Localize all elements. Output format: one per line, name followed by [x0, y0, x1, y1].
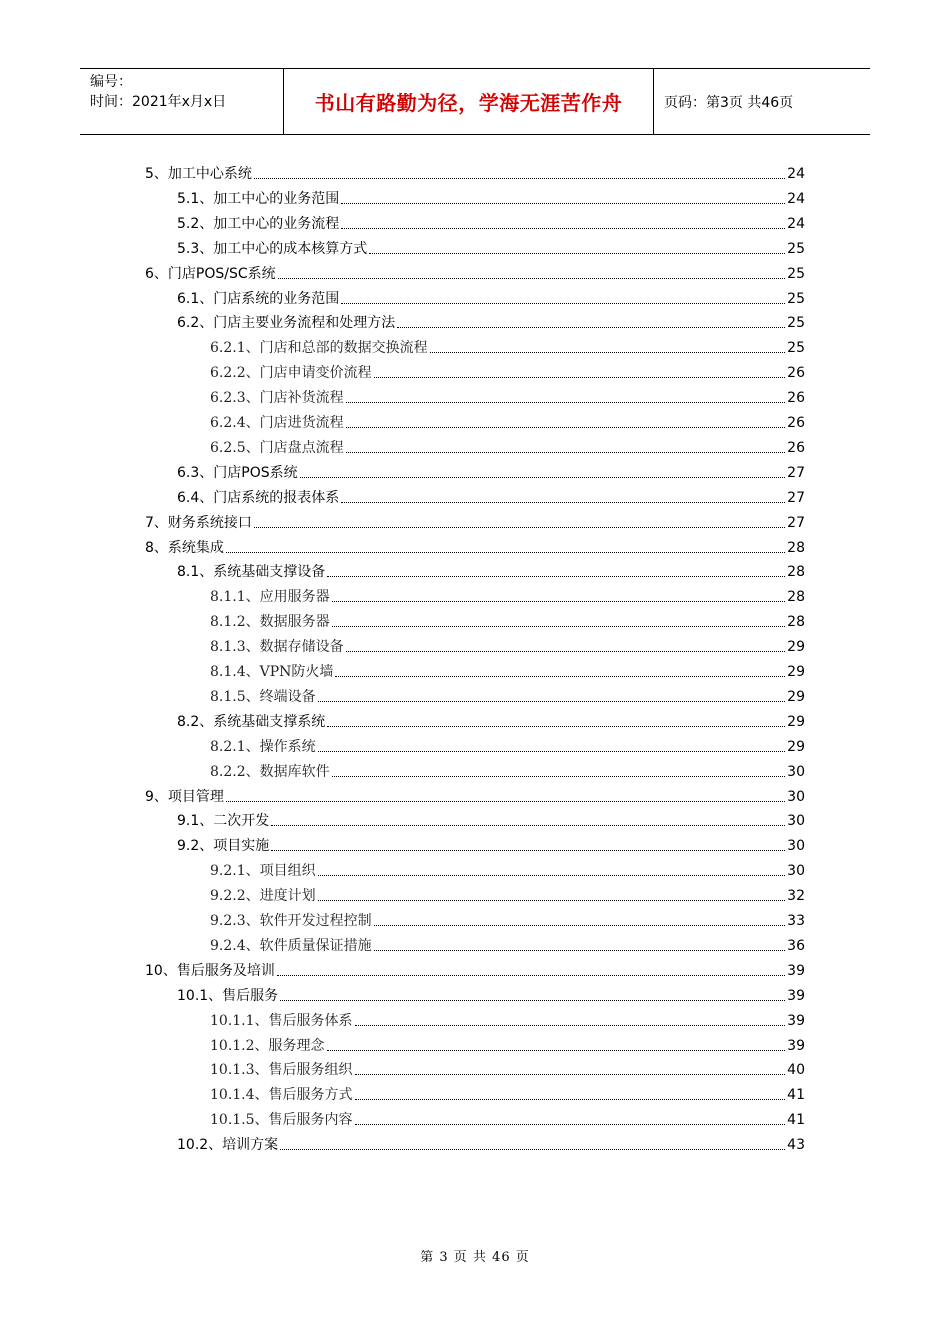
- toc-entry-title: 9.2、项目实施: [177, 838, 270, 855]
- toc-entry-page: 26: [787, 439, 805, 456]
- toc-dot-leader: [355, 1024, 786, 1026]
- toc-entry-page: 24: [787, 190, 805, 207]
- toc-entry-title: 6.2.5、门店盘点流程: [210, 439, 344, 456]
- toc-entry-page: 43: [787, 1137, 805, 1154]
- toc-entry-title: 8、系统集成: [145, 539, 224, 556]
- toc-entry-title: 9.2.1、项目组织: [210, 863, 316, 880]
- toc-dot-leader: [318, 750, 786, 752]
- toc-entry[interactable]: [177, 285, 805, 309]
- toc-entry[interactable]: [210, 758, 805, 782]
- toc-entry-title: 8.2.2、数据库软件: [210, 763, 330, 780]
- toc-entry-title: 8.1.5、终端设备: [210, 688, 316, 705]
- toc-entry[interactable]: [210, 683, 805, 707]
- toc-entry-page: 28: [787, 539, 805, 556]
- page-header: [80, 68, 870, 135]
- page-footer: 第 3 页 共 46 页: [420, 1250, 530, 1265]
- toc-entry[interactable]: [210, 1081, 805, 1105]
- toc-entry-page: 32: [787, 888, 805, 905]
- toc-entry[interactable]: [210, 857, 805, 881]
- toc-dot-leader: [355, 1098, 786, 1100]
- toc-dot-leader: [374, 924, 786, 926]
- toc-dot-leader: [280, 999, 785, 1001]
- toc-entry-title: 10.1.3、售后服务组织: [210, 1062, 353, 1079]
- toc-entry-page: 30: [787, 838, 805, 855]
- toc-entry[interactable]: [177, 484, 805, 508]
- toc-dot-leader: [300, 476, 786, 478]
- toc-dot-leader: [374, 376, 786, 378]
- toc-entry[interactable]: [177, 708, 805, 732]
- toc-entry-title: 9.2.3、软件开发过程控制: [210, 913, 372, 929]
- toc-entry-page: 33: [787, 913, 805, 929]
- toc-dot-leader: [346, 451, 786, 453]
- toc-dot-leader: [254, 526, 785, 528]
- toc-entry[interactable]: [210, 1056, 805, 1080]
- toc-entry-page: 28: [787, 614, 805, 631]
- toc-dot-leader: [318, 874, 786, 876]
- toc-dot-leader: [318, 899, 786, 901]
- toc-entry-title: 8.1.1、应用服务器: [210, 589, 330, 606]
- toc-dot-leader: [226, 551, 785, 553]
- toc-entry-page: 39: [787, 962, 805, 979]
- toc-dot-leader: [341, 302, 785, 304]
- toc-entry-title: 7、财务系统接口: [145, 514, 252, 531]
- toc-dot-leader: [226, 800, 785, 802]
- toc-entry[interactable]: [177, 558, 805, 582]
- toc-entry-page: 27: [787, 489, 805, 506]
- toc-dot-leader: [327, 575, 785, 577]
- toc-entry[interactable]: [210, 733, 805, 757]
- toc-entry-title: 10.2、培训方案: [177, 1137, 279, 1154]
- toc-entry-title: 8.1、系统基础支撑设备: [177, 564, 326, 581]
- toc-entry-title: 6.4、门店系统的报表体系: [177, 489, 340, 506]
- toc-entry[interactable]: [210, 334, 805, 358]
- toc-dot-leader: [346, 650, 786, 652]
- toc-dot-leader: [397, 326, 785, 328]
- toc-entry[interactable]: [145, 509, 805, 533]
- toc-dot-leader: [254, 177, 785, 179]
- toc-entry[interactable]: [210, 633, 805, 657]
- toc-entry-title: 8.1.3、数据存储设备: [210, 639, 344, 656]
- toc-entry-page: 27: [787, 464, 805, 481]
- toc-dot-leader: [374, 949, 786, 951]
- toc-dot-leader: [280, 1148, 785, 1150]
- toc-dot-leader: [318, 700, 786, 702]
- toc-entry-title: 5.3、加工中心的成本核算方式: [177, 240, 368, 257]
- toc-entry-title: 6.2.3、门店补货流程: [210, 390, 344, 407]
- toc-entry[interactable]: [210, 907, 805, 931]
- toc-entry-title: 8.2.1、操作系统: [210, 738, 316, 755]
- toc-entry[interactable]: [210, 932, 805, 956]
- toc-entry-page: 26: [787, 390, 805, 407]
- toc-entry[interactable]: [177, 1131, 805, 1155]
- toc-entry[interactable]: [210, 384, 805, 408]
- toc-entry-page: 25: [787, 240, 805, 257]
- toc-dot-leader: [341, 227, 785, 229]
- toc-entry-title: 9.1、二次开发: [177, 813, 270, 830]
- toc-entry-title: 6.2、门店主要业务流程和处理方法: [177, 315, 396, 332]
- toc-entry[interactable]: [177, 459, 805, 483]
- toc-entry-page: 29: [787, 639, 805, 656]
- toc-dot-leader: [327, 1049, 786, 1051]
- toc-entry[interactable]: [210, 583, 805, 607]
- toc-entry[interactable]: [177, 807, 805, 831]
- toc-entry-page: 24: [787, 215, 805, 232]
- toc-entry-page: 40: [787, 1062, 805, 1079]
- toc-entry[interactable]: [145, 957, 805, 981]
- header-motto: 书山有路勤为径，学海无涯苦作舟: [283, 69, 654, 134]
- toc-dot-leader: [341, 501, 785, 503]
- toc-dot-leader: [369, 252, 785, 254]
- toc-entry[interactable]: [145, 783, 805, 807]
- toc-entry[interactable]: [210, 658, 805, 682]
- toc-entry-page: 25: [787, 290, 805, 307]
- toc-dot-leader: [335, 675, 785, 677]
- toc-entry[interactable]: [177, 832, 805, 856]
- toc-dot-leader: [346, 426, 786, 428]
- toc-entry-title: 10、售后服务及培训: [145, 962, 275, 979]
- toc-dot-leader: [346, 401, 786, 403]
- toc-entry-page: 26: [787, 415, 805, 431]
- toc-entry-page: 30: [787, 788, 805, 805]
- toc-dot-leader: [271, 824, 785, 826]
- toc-entry-page: 29: [787, 713, 805, 730]
- header-meta: [80, 69, 283, 134]
- document-date-label: 时间：2021年x月x日: [90, 94, 227, 110]
- toc-dot-leader: [355, 1073, 786, 1075]
- toc-dot-leader: [341, 202, 785, 204]
- toc-entry-page: 26: [787, 365, 805, 382]
- toc-entry-page: 30: [787, 813, 805, 830]
- toc-entry-title: 8.1.4、VPN防火墙: [210, 664, 334, 680]
- toc-entry[interactable]: [145, 260, 805, 284]
- toc-entry-page: 41: [787, 1112, 805, 1129]
- toc-entry[interactable]: [145, 534, 805, 558]
- toc-entry-page: 39: [787, 1037, 805, 1054]
- toc-entry-title: 6.1、门店系统的业务范围: [177, 290, 340, 307]
- toc-entry-title: 5、加工中心系统: [145, 166, 252, 182]
- toc-entry[interactable]: [210, 1106, 805, 1130]
- toc-entry-title: 10.1.2、服务理念: [210, 1037, 325, 1054]
- toc-entry-page: 36: [787, 937, 805, 954]
- toc-entry[interactable]: [145, 160, 805, 184]
- toc-entry-page: 39: [787, 987, 805, 1004]
- toc-entry-page: 25: [787, 340, 805, 357]
- toc-entry-title: 9、项目管理: [145, 788, 224, 805]
- toc-entry-page: 24: [787, 166, 805, 182]
- toc-entry-title: 6.3、门店POS系统: [177, 464, 298, 481]
- toc-entry-page: 29: [787, 664, 805, 680]
- toc-entry-title: 10.1、售后服务: [177, 987, 279, 1004]
- toc-entry[interactable]: [210, 1032, 805, 1056]
- toc-entry-title: 6.2.2、门店申请变价流程: [210, 365, 372, 382]
- toc-entry-page: 28: [787, 564, 805, 581]
- toc-entry-title: 10.1.4、售后服务方式: [210, 1087, 353, 1104]
- toc-entry[interactable]: [210, 359, 805, 383]
- toc-entry-title: 6、门店POS/SC系统: [145, 265, 276, 282]
- toc-entry-title: 8.1.2、数据服务器: [210, 614, 330, 631]
- toc-dot-leader: [355, 1123, 786, 1125]
- toc-entry[interactable]: [177, 235, 805, 259]
- toc-entry[interactable]: [210, 882, 805, 906]
- toc-entry-page: 27: [787, 514, 805, 531]
- toc-entry-title: 8.2、系统基础支撑系统: [177, 713, 326, 730]
- toc-entry-page: 39: [787, 1012, 805, 1029]
- toc-entry-page: 28: [787, 589, 805, 606]
- toc-dot-leader: [332, 600, 786, 602]
- toc-entry-page: 29: [787, 688, 805, 705]
- toc-entry[interactable]: [177, 309, 805, 333]
- toc-entry-page: 30: [787, 863, 805, 880]
- toc-entry-page: 30: [787, 763, 805, 780]
- toc-entry[interactable]: [210, 608, 805, 632]
- toc-entry-title: 5.2、加工中心的业务流程: [177, 215, 340, 232]
- toc-entry[interactable]: [210, 409, 805, 433]
- document-number-label: 编号：: [90, 74, 132, 90]
- toc-entry[interactable]: [210, 434, 805, 458]
- toc-entry-title: 9.2.4、软件质量保证措施: [210, 937, 372, 954]
- toc-entry-page: 25: [787, 315, 805, 332]
- toc-dot-leader: [277, 974, 785, 976]
- toc-dot-leader: [332, 625, 786, 627]
- toc-entry-title: 10.1.5、售后服务内容: [210, 1112, 353, 1129]
- toc-dot-leader: [430, 351, 786, 353]
- toc-entry[interactable]: [177, 210, 805, 234]
- toc-dot-leader: [332, 775, 786, 777]
- header-page-indicator: 页码：第3页 共46页: [664, 94, 794, 111]
- toc-dot-leader: [327, 725, 785, 727]
- toc-entry-page: 29: [787, 738, 805, 755]
- toc-entry-page: 41: [787, 1087, 805, 1104]
- toc-entry-title: 9.2.2、进度计划: [210, 888, 316, 905]
- toc-entry[interactable]: [177, 982, 805, 1006]
- toc-dot-leader: [271, 849, 785, 851]
- toc-entry-title: 10.1.1、售后服务体系: [210, 1012, 353, 1029]
- toc-entry-title: 6.2.1、门店和总部的数据交换流程: [210, 340, 428, 357]
- toc-dot-leader: [278, 277, 786, 279]
- toc-entry-page: 25: [787, 265, 805, 282]
- toc-entry[interactable]: [210, 1007, 805, 1031]
- toc-entry-title: 6.2.4、门店进货流程: [210, 415, 344, 431]
- toc-entry-title: 5.1、加工中心的业务范围: [177, 190, 340, 207]
- toc-entry[interactable]: [177, 185, 805, 209]
